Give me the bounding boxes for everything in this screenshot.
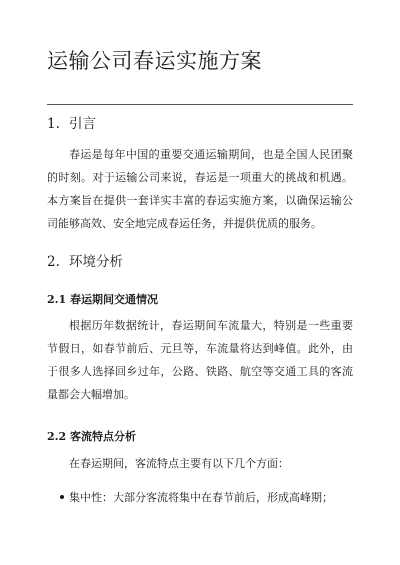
subsection-2-1-paragraph: 根据历年数据统计，春运期间车流量大，特别是一些重要节假日，如春节前后、元旦等，车流量将达到峰值。此外，由于很多人选择回乡过年，公路、铁路、航空等交通工具的客流量都会大幅增加。 <box>47 319 353 401</box>
section-1-paragraph: 春运是每年中国的重要交通运输期间，也是全国人民团聚的时刻。对于运输公司来说，春运是一项重大的挑战和机遇。本方案旨在提供一套详实丰富的春运实施方案，以确保运输公司能够高效、安全地完成春运任务，并提供优质的服务。 <box>47 148 353 230</box>
bullet-item <box>60 489 333 505</box>
bullet-dot-icon <box>60 495 64 499</box>
bullet-text: 集中性：大部分客流将集中在春节前后，形成高峰期； <box>69 491 333 504</box>
section-2-heading <box>47 250 123 270</box>
section-2-title: 环境分析 <box>69 254 123 270</box>
title-divider <box>47 104 353 105</box>
section-1-number: 1. <box>47 116 60 132</box>
subsection-2-2-heading: 2.2 客流特点分析 <box>47 430 136 443</box>
document-title: 运输公司春运实施方案 <box>47 49 262 73</box>
section-2-number: 2. <box>47 254 60 270</box>
section-1-title: 引言 <box>69 116 96 132</box>
section-1-heading <box>47 112 96 132</box>
subsection-2-1-heading: 2.1 春运期间交通情况 <box>47 293 158 306</box>
subsection-2-2-intro: 在春运期间，客流特点主要有以下几个方面： <box>69 457 289 470</box>
